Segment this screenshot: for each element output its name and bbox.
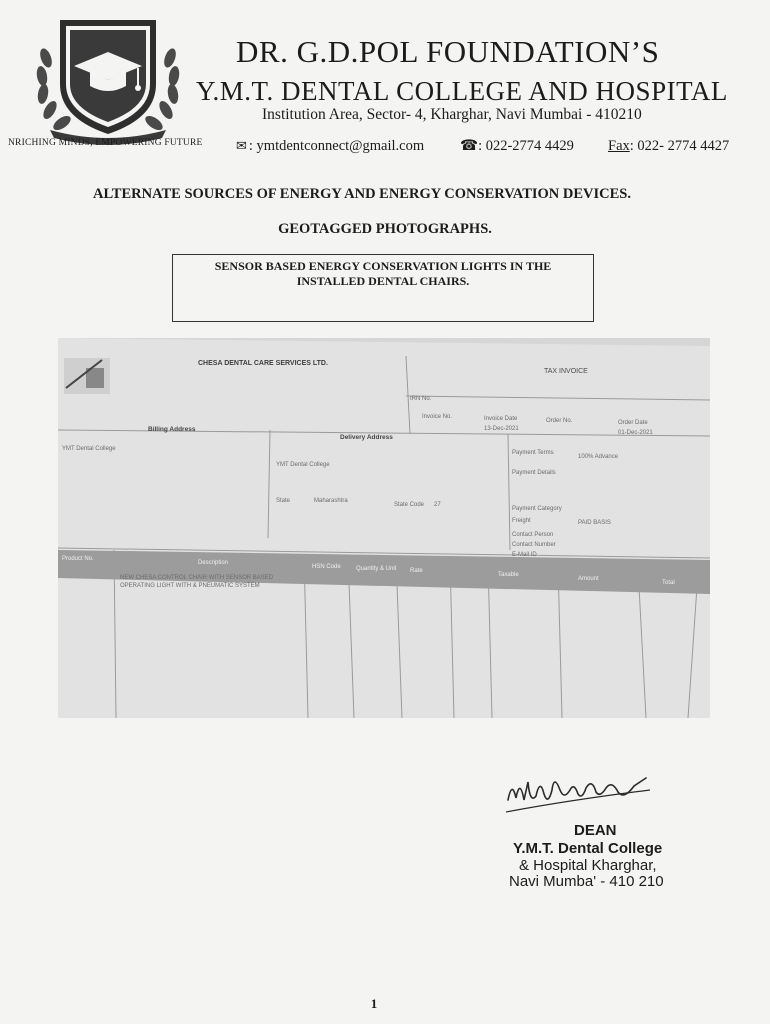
delivery-consignee: YMT Dental College [276,462,330,468]
dean-signature [500,760,660,820]
payment-details-label: Payment Details [512,470,556,476]
signatory-title: DEAN [574,822,617,839]
delivery-address-label: Delivery Address [340,434,393,441]
signatory-location: & Hospital Kharghar, [519,857,657,874]
fax-contact [608,138,729,155]
col-description-header: Description [198,560,229,566]
invoice-doc-type: TAX INVOICE [544,368,588,375]
freight-label: Freight [512,518,531,524]
page-number: 1 [370,996,378,1011]
state-code-label: State Code [394,502,425,508]
freight-value: PAID BASIS [578,520,611,526]
page-subheading: GEOTAGGED PHOTOGRAPHS. [278,221,492,237]
order-date-value: 01-Dec-2021 [618,430,653,436]
col-product-header: Product No. [62,556,94,562]
page-heading: ALTERNATE SOURCES OF ENERGY AND ENERGY CONSERVATION DEVICES. [93,186,631,202]
email-text: : ymtdentconnect@gmail.com [248,138,425,154]
invoice-no-label: Invoice No. [422,414,453,420]
col-hsn-header: HSN Code [312,564,341,570]
invoice-photograph [58,338,710,718]
payment-terms-label: Payment Terms [512,450,554,456]
invoice-photo-background [58,338,710,718]
signatory-city: Navi Mumba' - 410 210 [509,873,664,890]
col-total-header: Total [662,580,675,586]
order-no-label: Order No. [546,418,573,424]
payment-terms-value: 100% Advance [578,454,619,460]
college-tagline: NRICHING MINDS, EMPOWERING FUTURE [8,138,203,148]
phone-icon: ☎ [460,138,479,154]
signatory-institution: Y.M.T. Dental College [513,840,663,857]
photo-caption-box [172,254,594,322]
college-crest-logo [28,6,188,146]
email-contact [236,138,424,155]
col-rate-header: Rate [410,568,423,574]
caption-line-1: SENSOR BASED ENERGY CONSERVATION LIGHTS IN THE [214,259,552,273]
college-name: Y.M.T. DENTAL COLLEGE AND HOSPITAL [196,76,728,106]
state-code-value: 27 [434,502,441,508]
vendor-name: CHESA DENTAL CARE SERVICES LTD. [198,360,328,367]
phone-contact [460,138,574,155]
contact-number-label: Contact Number [512,542,556,548]
consignee-name: YMT Dental College [62,446,116,452]
state-label: State [276,498,291,504]
fax-text: : 022- 2774 4427 [629,138,730,154]
col-taxable-header: Taxable [498,572,519,578]
invoice-date-label: Invoice Date [484,416,518,422]
irn-label: IRN No. [410,396,432,402]
item-description: NEW CHESA CONTROL CHAIR WITH SENSOR BASED OPERATING LIGHT WITH & PNEUMATIC SYSTEM [120,575,274,589]
invoice-date-value: 13-Dec-2021 [484,426,519,432]
order-date-label: Order Date [618,420,648,426]
college-address: Institution Area, Sector- 4, Kharghar, Navi Mumbai - 410210 [262,106,642,123]
foundation-name: DR. G.D.POL FOUNDATION’S [236,34,660,69]
col-qty-header: Quantity & Unit [356,566,397,572]
email-icon: ✉ [236,138,247,153]
caption-line-2: INSTALLED DENTAL CHAIRS. [296,274,470,288]
payment-category-label: Payment Category [512,506,562,512]
state-value: Maharashtra [314,498,348,504]
col-amount-header: Amount [578,576,599,582]
contact-person-label: Contact Person [512,532,554,538]
fax-label: Fax [608,138,630,154]
email-id-label: E-Mail ID [512,552,537,558]
phone-text: : 022-2774 4429 [478,138,574,154]
billing-address-label: Billing Address [148,426,196,433]
